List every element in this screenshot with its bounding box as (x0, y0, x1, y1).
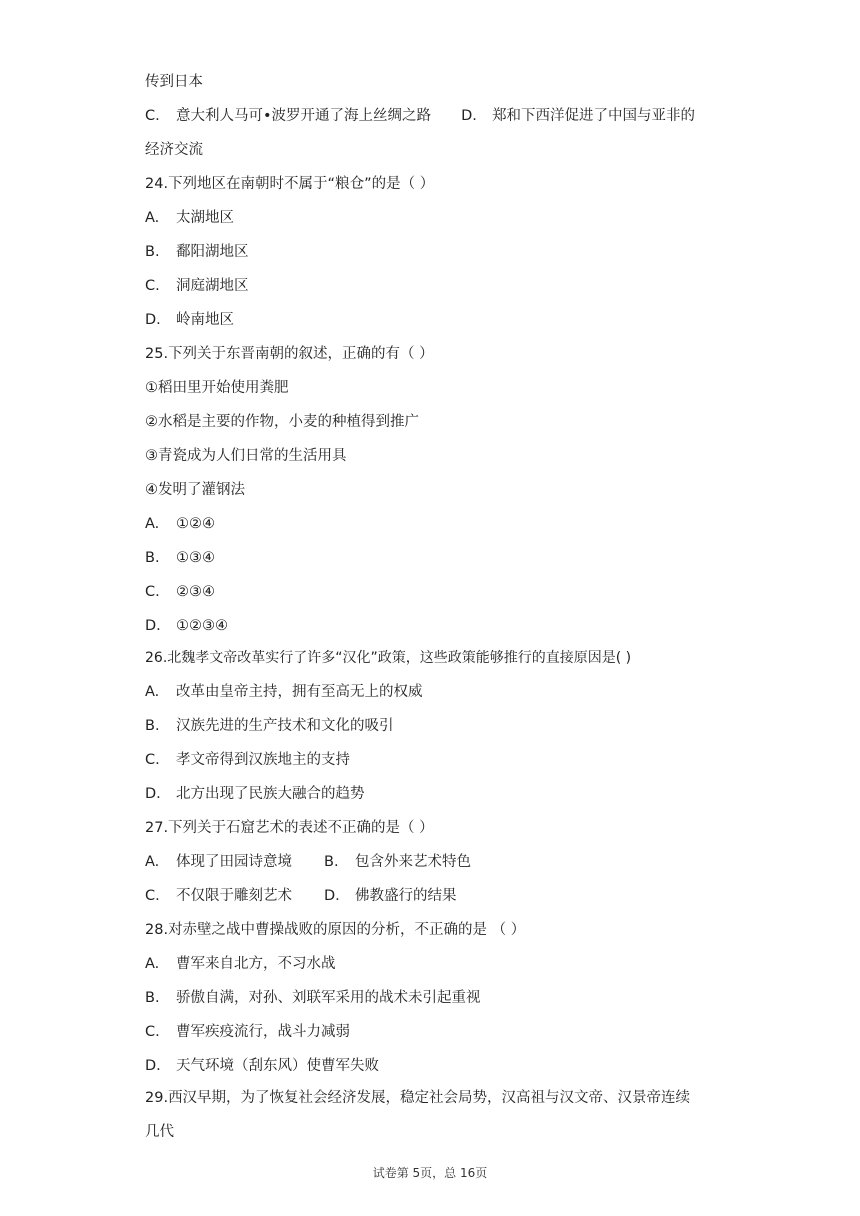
option-label: C. (145, 108, 160, 124)
option-line: A. 体现了田园诗意境 B. 包含外来艺术特色 (145, 854, 471, 870)
option-label: B. (145, 244, 160, 260)
question-line: 27.下列关于石窟艺术的表述不正确的是（ ） (145, 820, 434, 836)
option-label: B. (145, 990, 160, 1006)
question-number: 27. (145, 820, 169, 836)
option-line: C. 不仅限于雕刻艺术 D. 佛教盛行的结果 (145, 888, 457, 904)
option-line: C. ②③④ (145, 584, 215, 600)
question-number: 28. (145, 922, 169, 938)
option-label: C. (145, 278, 160, 294)
question-line: 24.下列地区在南朝时不属于“粮仓”的是（ ） (145, 176, 435, 192)
option-line: A. ①②④ (145, 516, 215, 532)
page-footer: 试卷第 5页，总 16页 (372, 1166, 488, 1180)
option-line: C. 孝文帝得到汉族地主的支持 (145, 752, 350, 768)
text-line: ②水稻是主要的作物，小麦的种植得到推广 (145, 414, 419, 430)
option-label: A. (145, 956, 160, 972)
option-label: A. (145, 684, 160, 700)
question-number: 26. (145, 650, 168, 666)
option-line: B. ①③④ (145, 550, 215, 566)
option-line: A. 太湖地区 (145, 210, 234, 226)
option-label: D. (461, 108, 477, 124)
option-label: B. (324, 854, 339, 870)
text-line: 传到日本 (145, 74, 203, 90)
option-label: C. (145, 752, 160, 768)
option-label: D. (145, 1058, 161, 1074)
question-number: 24. (145, 176, 169, 192)
option-label: B. (145, 718, 160, 734)
question-line: 25.下列关于东晋南朝的叙述，正确的有（ ） (145, 346, 434, 362)
question-number: 29. (145, 1090, 169, 1106)
option-line: D. ①②③④ (145, 618, 228, 634)
option-line: A. 曹军来自北方，不习水战 (145, 956, 336, 972)
text-line: 经济交流 (145, 142, 203, 158)
question-line: 28.对赤壁之战中曹操战败的原因的分析，不正确的是 （ ） (145, 922, 526, 938)
option-label: C. (145, 584, 160, 600)
option-line: B. 汉族先进的生产技术和文化的吸引 (145, 718, 394, 734)
question-line: 26.北魏孝文帝改革实行了许多“汉化”政策，这些政策能够推行的直接原因是( ) (145, 650, 632, 666)
option-label: A. (145, 516, 160, 532)
option-label: C. (145, 1024, 160, 1040)
option-line: D. 岭南地区 (145, 312, 234, 328)
option-label: D. (145, 312, 161, 328)
option-line: C. 意大利人马可•波罗开通了海上丝绸之路 D. 郑和下西洋促进了中国与亚非的 (145, 108, 696, 124)
option-line: A. 改革由皇帝主持，拥有至高无上的权威 (145, 684, 423, 700)
question-line: 29.西汉早期，为了恢复社会经济发展，稳定社会局势，汉高祖与汉文帝、汉景帝连续 (145, 1090, 691, 1106)
option-line: D. 天气环境（刮东风）使曹军失败 (145, 1058, 379, 1074)
option-label: C. (145, 888, 160, 904)
question-number: 25. (145, 346, 169, 362)
option-label: B. (145, 550, 160, 566)
option-line: C. 曹军疾疫流行，战斗力减弱 (145, 1024, 350, 1040)
option-line: D. 北方出现了民族大融合的趋势 (145, 786, 365, 802)
option-label: D. (145, 618, 161, 634)
text-line: ①稻田里开始使用粪肥 (145, 380, 289, 396)
option-label: A. (145, 210, 160, 226)
text-line: ④发明了灌钢法 (145, 482, 245, 498)
text-line: 几代 (145, 1124, 174, 1140)
option-line: B. 骄傲自满，对孙、刘联军采用的战术未引起重视 (145, 990, 481, 1006)
option-label: D. (145, 786, 161, 802)
text-line: ③青瓷成为人们日常的生活用具 (145, 448, 347, 464)
option-label: D. (324, 888, 340, 904)
option-line: B. 鄱阳湖地区 (145, 244, 249, 260)
option-label: A. (145, 854, 160, 870)
option-line: C. 洞庭湖地区 (145, 278, 249, 294)
